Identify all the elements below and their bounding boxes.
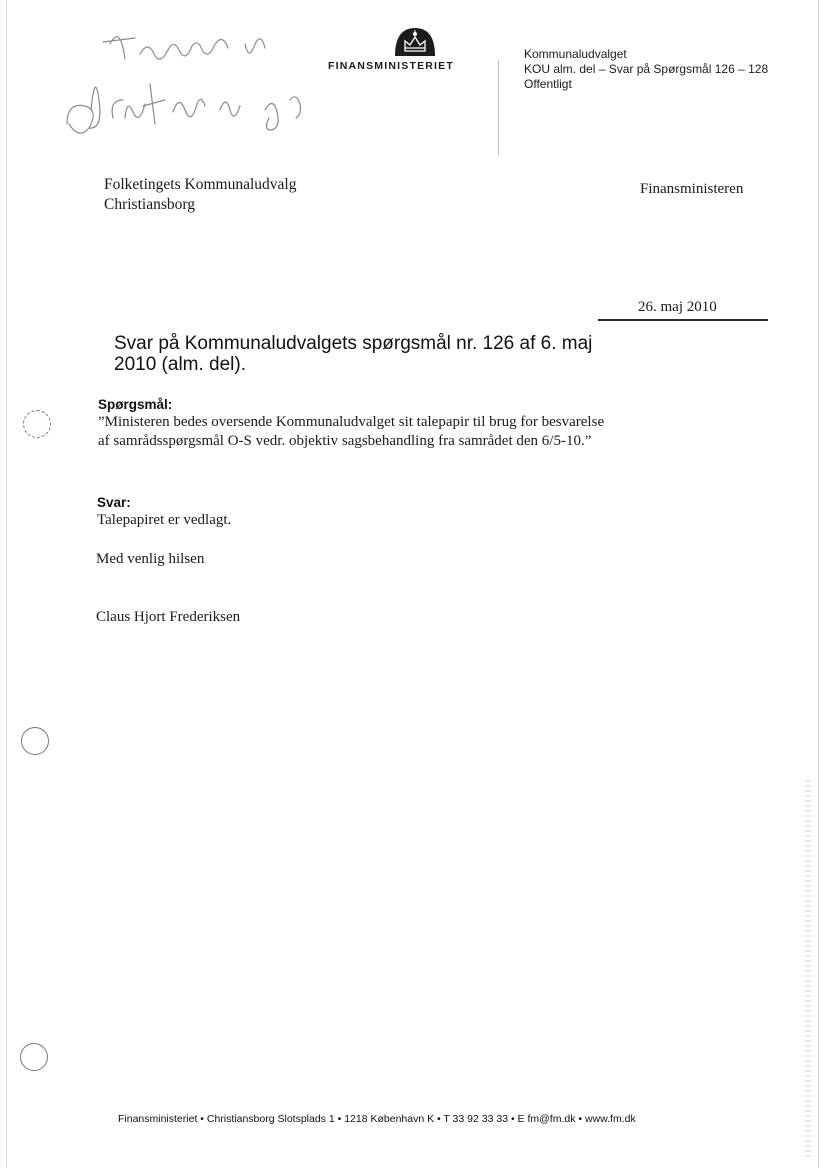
punch-hole-icon — [20, 1043, 48, 1071]
closing-greeting: Med venlig hilsen — [96, 551, 205, 567]
signer-name: Claus Hjort Frederiksen — [96, 609, 241, 625]
committee-name: Kommunaludvalget — [524, 47, 627, 61]
date-underline — [598, 319, 768, 321]
answer-label: Svar: — [97, 495, 131, 510]
recipient-name: Folketingets Kommunaludvalg — [104, 176, 297, 193]
reference-line: KOU alm. del – Svar på Spørgsmål 126 – 128 — [524, 62, 769, 76]
handwritten-annotation — [55, 14, 355, 154]
letter-date: 26. maj 2010 — [638, 299, 717, 315]
question-label: Spørgsmål: — [98, 397, 173, 412]
scan-edge-right — [818, 0, 819, 1168]
document-reference — [524, 47, 768, 92]
letter-title: Svar på Kommunaludvalgets spørgsmål nr. 126 af 6. maj 2010 (alm. del). — [114, 333, 593, 375]
sender: Finansministeren — [640, 181, 744, 197]
scan-noise — [805, 780, 811, 1160]
logo-text: FINANSMINISTERIET — [328, 60, 454, 72]
ministry-logo — [328, 24, 503, 84]
classification: Offentligt — [524, 77, 572, 91]
question-text: ”Ministeren bedes oversende Kommunaludvalget sit talepapir til brug for besvarelse af samrådsspørgsmål O-S vedr. objektiv sagsbehandling fra samrådet den 6/5-10.” — [98, 414, 605, 449]
footer-contact: Finansministeriet • Christiansborg Slotsplads 1 • 1218 København K • T 33 92 33 33 • E fm@fm.dk • www.fm.dk — [118, 1113, 636, 1125]
handwriting-text: Talepapir objektiv sag — [55, 14, 64, 15]
punch-hole-icon — [21, 727, 49, 755]
recipient-location: Christiansborg — [104, 196, 195, 213]
crown-icon — [392, 24, 438, 58]
punch-hole-icon — [23, 410, 51, 438]
recipient-address — [104, 175, 296, 215]
scan-edge-left — [6, 0, 7, 1168]
answer-text: Talepapiret er vedlagt. — [97, 512, 232, 528]
